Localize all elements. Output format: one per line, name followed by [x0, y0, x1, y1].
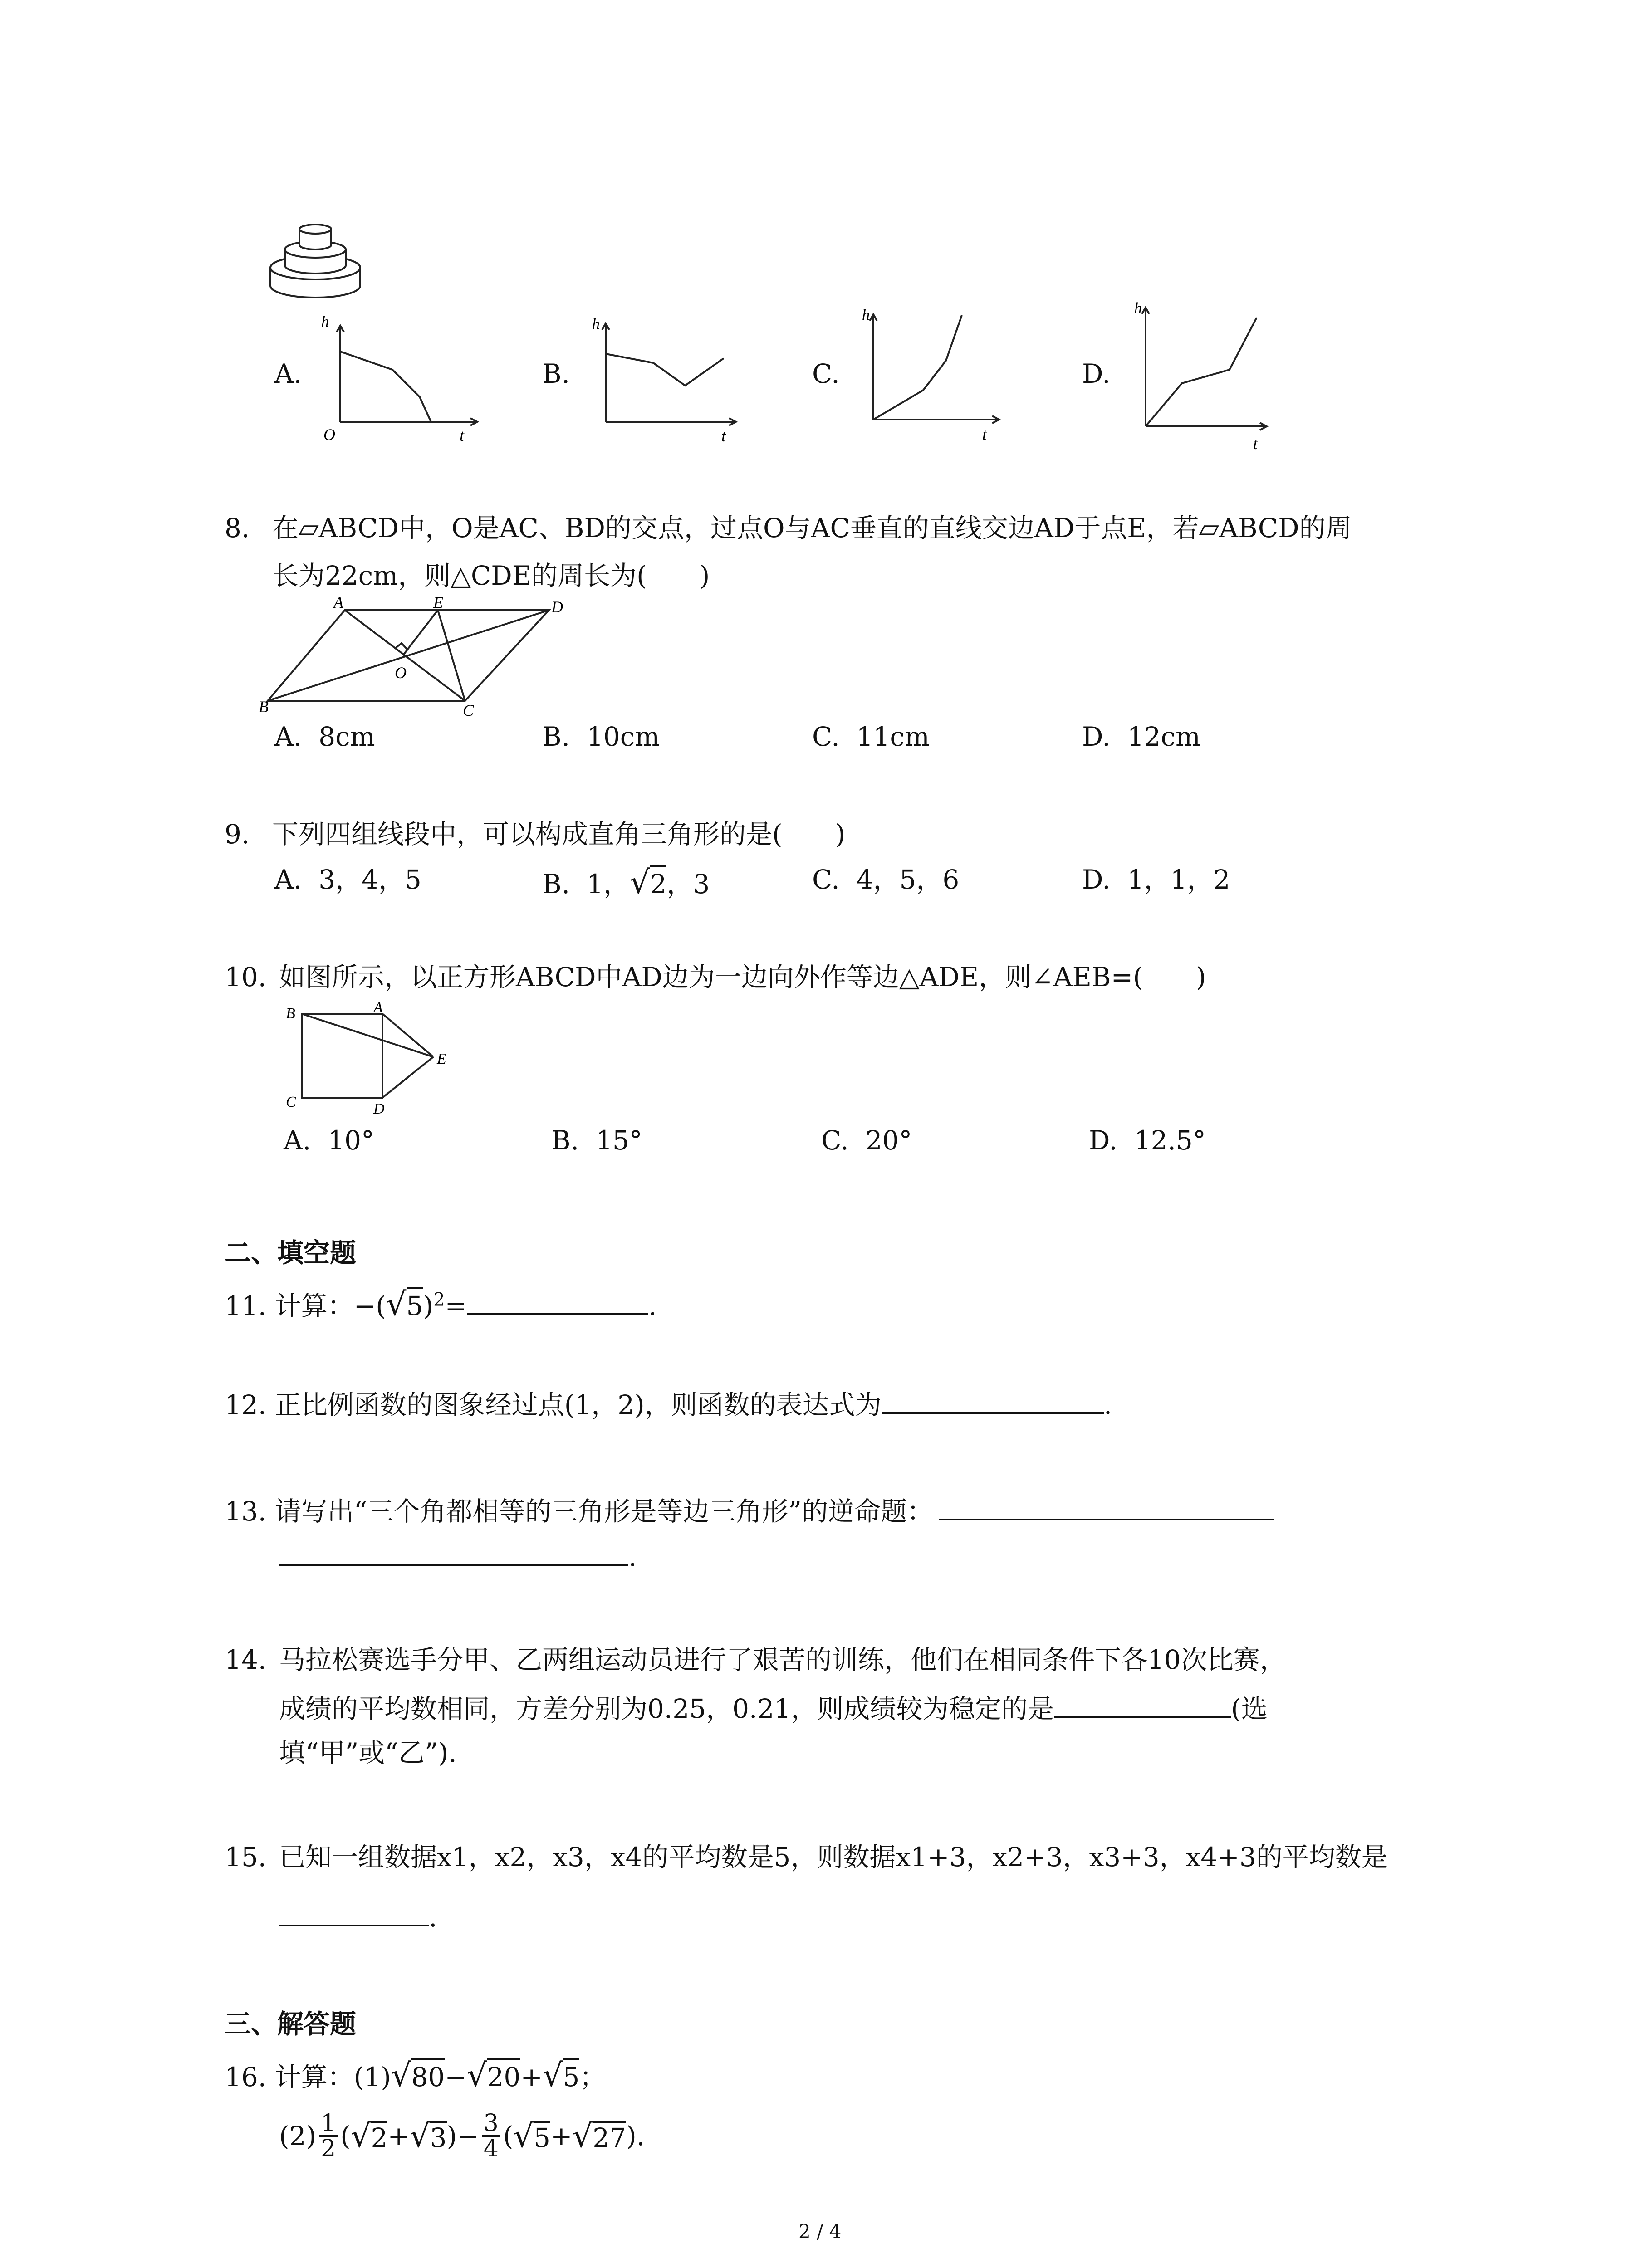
q14-line1: 马拉松赛选手分甲、乙两组运动员进行了艰苦的训练，他们在相同条件下各10次比赛，	[279, 1644, 1286, 1675]
q16-part1-label: 计算：(1)	[274, 2062, 391, 2092]
q7-option-d-label: D.	[1082, 358, 1111, 389]
q8-option-c	[812, 723, 930, 750]
q10-option-b	[551, 1127, 642, 1154]
q15-answer-blank[interactable]	[279, 1903, 429, 1926]
q8-text-line1: 在▱ABCD中，O是AC、BD的交点，过点O与AC垂直的直线交边AD于点E，若▱ABCD的周	[272, 513, 1352, 543]
option-text: 15°	[595, 1125, 642, 1156]
sqrt-symbol: √	[386, 1286, 407, 1323]
punctuation: ；	[579, 2062, 606, 2092]
option-text: 10cm	[586, 721, 660, 752]
radicand: 5	[407, 1287, 423, 1321]
q13-number: 13.	[225, 1496, 267, 1527]
point-b-label: B	[259, 698, 269, 716]
option-text: 8cm	[318, 721, 375, 752]
radicand: 5	[534, 2121, 550, 2151]
axis-t-label: t	[460, 426, 465, 445]
q7-graph-b	[585, 311, 744, 447]
exponent: 2	[433, 1289, 445, 1310]
axis-t-label: t	[721, 427, 726, 445]
fraction-denominator: 2	[321, 2135, 336, 2162]
q12-answer-blank[interactable]	[882, 1390, 1104, 1414]
option-label: C.	[812, 864, 840, 895]
fraction-one-half	[319, 2112, 338, 2160]
point-e-label: E	[433, 593, 443, 611]
axis-origin-label: O	[323, 425, 335, 444]
sqrt-symbol: √	[466, 2057, 487, 2094]
option-text: 20°	[865, 1125, 912, 1156]
point-o-label: O	[395, 664, 407, 682]
option-label: C.	[812, 721, 840, 752]
option-label: D.	[1089, 1125, 1117, 1156]
q9-option-a	[274, 866, 421, 893]
radicand: 2	[371, 2121, 388, 2151]
point-e-label: E	[437, 1051, 446, 1067]
q8-text-line2: 长为22cm，则△CDE的周长为( )	[272, 560, 710, 591]
q14-line3: 填“甲”或“乙”).	[279, 1737, 457, 1768]
axis-h-label: h	[321, 313, 329, 330]
q9-option-c	[812, 866, 959, 893]
operator: −	[445, 2062, 467, 2092]
q16-part1	[225, 2057, 606, 2094]
fraction-numerator: 1	[319, 2112, 338, 2137]
q7-graph-a	[320, 313, 483, 449]
operator: −	[457, 2121, 479, 2151]
sqrt-symbol: √	[410, 2117, 430, 2155]
q9-option-b	[542, 864, 710, 901]
axis-t-label: t	[1253, 435, 1258, 453]
q11-text-post: )	[423, 1290, 434, 1321]
fraction-numerator: 3	[482, 2112, 500, 2137]
q10-number: 10.	[225, 962, 267, 992]
q16-number: 16.	[225, 2062, 267, 2092]
operator: +	[520, 2062, 543, 2092]
radicand: 2	[650, 865, 666, 899]
option-label: B.	[551, 1125, 579, 1156]
q11-number: 11.	[225, 1290, 267, 1321]
option-label: A.	[274, 721, 302, 752]
radicand: 5	[563, 2058, 580, 2092]
q13-text: 请写出“三个角都相等的三角形是等边三角形”的逆命题：	[274, 1496, 933, 1527]
q10-option-d	[1089, 1127, 1206, 1154]
fraction-three-quarters	[482, 2112, 500, 2160]
page-number: 2 / 4	[798, 2220, 842, 2243]
q10-text: 如图所示，以正方形ABCD中AD边为一边向外作等边△ADE，则∠AEB=( )	[279, 962, 1206, 992]
option-label: C.	[821, 1125, 849, 1156]
q7-option-b-label: B.	[542, 358, 570, 389]
q13-answer-blank-2[interactable]	[279, 1542, 628, 1566]
q9-text: 下列四组线段中，可以构成直角三角形的是( )	[272, 819, 846, 850]
point-d-label: D	[551, 598, 563, 616]
q14-line2-text: 成绩的平均数相同，方差分别为0.25，0.21，则成绩较为稳定的是	[279, 1693, 1054, 1724]
q15-text: 已知一组数据x1，x2，x3，x4的平均数是5，则数据x1+3，x2+3，x3+3，x4+3的平均数是	[279, 1842, 1388, 1872]
q7-option-c-label: C.	[812, 358, 840, 389]
q13	[225, 1497, 1274, 1525]
punctuation: ).	[626, 2121, 645, 2151]
sqrt-symbol: √	[572, 2117, 593, 2155]
option-text: 3，4，5	[318, 864, 421, 895]
point-b-label: B	[286, 1005, 295, 1022]
q8-parallelogram-figure	[259, 593, 576, 719]
point-c-label: C	[286, 1094, 296, 1110]
axis-t-label: t	[982, 425, 987, 444]
axis-h-label: h	[862, 307, 870, 323]
q11-answer-blank[interactable]	[467, 1291, 648, 1315]
q15-line2: .	[279, 1903, 437, 1931]
option-label: B.	[542, 869, 570, 899]
q10-option-c	[821, 1127, 912, 1154]
option-label: B.	[542, 721, 570, 752]
operator: +	[387, 2121, 410, 2151]
option-text: 10°	[328, 1125, 375, 1156]
q12-number: 12.	[225, 1389, 267, 1420]
q14-number: 14.	[225, 1644, 267, 1675]
equals-sign: =	[445, 1290, 467, 1321]
q9-number: 9.	[225, 819, 250, 850]
sqrt-symbol: √	[350, 2117, 371, 2155]
option-label: D.	[1082, 864, 1111, 895]
q12-text: 正比例函数的图象经过点(1，2)，则函数的表达式为	[274, 1389, 882, 1420]
option-text: 12.5°	[1134, 1125, 1206, 1156]
q10-square-triangle-figure	[284, 999, 456, 1117]
section-fill-in-title: 二、填空题	[225, 1237, 357, 1268]
option-label: A.	[274, 864, 302, 895]
q13-line2: .	[279, 1542, 637, 1570]
radicand: 20	[487, 2058, 521, 2092]
q15-number: 15.	[225, 1842, 267, 1872]
section-solve-title: 三、解答题	[225, 2009, 357, 2039]
stacked-cake-figure	[268, 218, 363, 304]
option-text: 12cm	[1127, 721, 1201, 752]
option-label: D.	[1082, 721, 1111, 752]
q7-graph-d	[1121, 295, 1275, 454]
sqrt-symbol: √	[542, 2057, 563, 2094]
radicand: 27	[593, 2121, 626, 2151]
option-text: 1，1，2	[1127, 864, 1230, 895]
q16-part2: (2) $\frac{1}{2}$ ( √ 2 + √ 3 ) − $\frac{3}{4}$ ( √ 5 + √ 27 ).	[279, 2110, 645, 2162]
q13-answer-blank-1[interactable]	[939, 1497, 1274, 1520]
q9-option-d	[1082, 866, 1230, 893]
option-text-post: ，3	[666, 869, 710, 899]
radicand: 80	[411, 2058, 445, 2092]
point-a-label: A	[333, 593, 343, 611]
q8-number: 8.	[225, 513, 250, 543]
radicand: 3	[430, 2121, 447, 2151]
q14-answer-blank[interactable]	[1054, 1694, 1231, 1718]
q8-option-a	[274, 723, 375, 750]
axis-h-label: h	[1134, 300, 1142, 317]
operator: +	[550, 2121, 573, 2151]
q11: 11. 计算：$-(√5)^2=$ .	[225, 1286, 657, 1323]
q11-text-pre: 计算：−(	[274, 1290, 386, 1321]
q7-graph-c	[853, 302, 1007, 451]
q8-option-d	[1082, 723, 1200, 750]
point-c-label: C	[463, 701, 474, 719]
fraction-denominator: 4	[483, 2135, 499, 2162]
axis-h-label: h	[592, 316, 600, 332]
option-text: 4，5，6	[856, 864, 960, 895]
q16-part2-label: (2)	[279, 2121, 317, 2151]
sqrt-symbol: √	[513, 2117, 534, 2155]
point-a-label: A	[373, 999, 383, 1016]
sqrt-symbol: √	[391, 2057, 411, 2094]
q7-option-a-label: A.	[274, 358, 302, 389]
q8-option-b	[542, 723, 660, 750]
q14-line2-suffix: (选	[1231, 1693, 1268, 1724]
option-text-pre: 1，	[586, 869, 630, 899]
point-d-label: D	[373, 1100, 385, 1117]
option-text: 11cm	[856, 721, 930, 752]
q10-option-a	[284, 1127, 374, 1154]
q14-line2	[279, 1694, 1268, 1722]
q12: 12. 正比例函数的图象经过点(1，2)，则函数的表达式为 .	[225, 1389, 1112, 1420]
sqrt-symbol: √	[629, 864, 650, 901]
option-label: A.	[284, 1125, 311, 1156]
